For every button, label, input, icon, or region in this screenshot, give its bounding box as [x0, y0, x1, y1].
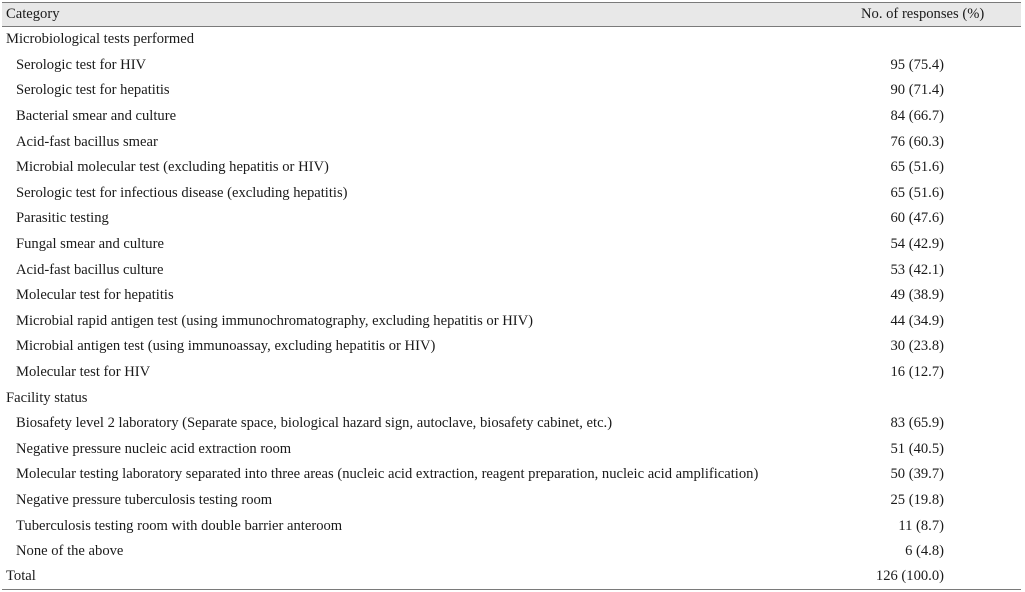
table-row: [2, 53, 1021, 79]
row-value: 49 (38.9): [890, 287, 944, 304]
row-value: 83 (65.9): [890, 415, 944, 432]
responses-table: [2, 2, 1021, 590]
row-value: 65 (51.6): [890, 184, 944, 201]
table-header: [2, 2, 1021, 27]
table-row: [2, 488, 1021, 514]
row-label: Microbial molecular test (excluding hepatitis or HIV): [16, 159, 329, 176]
row-label: Acid-fast bacillus culture: [16, 261, 164, 278]
row-value: 16 (12.7): [890, 364, 944, 381]
row-label: Molecular testing laboratory separated into three areas (nucleic acid extraction, reagent preparation, nucleic acid amplification): [16, 466, 759, 483]
row-label: Negative pressure tuberculosis testing room: [16, 491, 273, 508]
header-responses: No. of responses (%): [861, 6, 985, 22]
table-row: [2, 309, 1021, 335]
section-title: Facility status: [6, 389, 88, 406]
row-value: 30 (23.8): [890, 338, 944, 355]
row-label: Serologic test for infectious disease (excluding hepatitis): [16, 184, 348, 201]
table-row: [2, 78, 1021, 104]
row-label: Acid-fast bacillus smear: [16, 133, 158, 150]
row-label: Bacterial smear and culture: [16, 108, 177, 125]
row-label: Serologic test for hepatitis: [16, 82, 170, 99]
table-row: [2, 334, 1021, 360]
table-row: [2, 283, 1021, 309]
row-label: Negative pressure nucleic acid extraction room: [16, 440, 292, 457]
row-label: Biosafety level 2 laboratory (Separate space, biological hazard sign, autoclave, biosafety cabinet, etc.): [16, 415, 613, 432]
table-row: [2, 462, 1021, 488]
row-value: 54 (42.9): [890, 236, 944, 253]
table-row: [2, 155, 1021, 181]
table-row: [2, 232, 1021, 258]
total-label: Total: [6, 568, 36, 585]
row-value: 76 (60.3): [890, 133, 944, 150]
row-label: Fungal smear and culture: [16, 236, 164, 253]
table-row: [2, 437, 1021, 463]
row-value: 50 (39.7): [890, 466, 944, 483]
table-row: [2, 539, 1021, 565]
row-label: Molecular test for hepatitis: [16, 287, 174, 304]
row-value: 51 (40.5): [890, 440, 944, 457]
table-row: [2, 513, 1021, 539]
table-row: [2, 257, 1021, 283]
row-value: 44 (34.9): [890, 312, 944, 329]
table-row: [2, 129, 1021, 155]
section-title: Microbiological tests performed: [6, 31, 195, 48]
table-row: [2, 206, 1021, 232]
row-value: 25 (19.8): [890, 491, 944, 508]
row-value: 60 (47.6): [890, 210, 944, 227]
section-row: [2, 27, 1021, 53]
row-label: Tuberculosis testing room with double barrier anteroom: [16, 517, 343, 534]
row-value: 90 (71.4): [890, 82, 944, 99]
row-value: 11 (8.7): [898, 517, 944, 534]
row-value: 65 (51.6): [890, 159, 944, 176]
row-value: 84 (66.7): [890, 108, 944, 125]
row-label: Microbial rapid antigen test (using immunochromatography, excluding hepatitis or HIV): [16, 312, 534, 329]
row-label: Parasitic testing: [16, 210, 109, 227]
row-value: 95 (75.4): [890, 56, 944, 73]
table-row: [2, 104, 1021, 130]
row-value: 6 (4.8): [905, 543, 944, 560]
table-row: [2, 411, 1021, 437]
row-label: None of the above: [16, 543, 124, 560]
table-body: [2, 27, 1021, 590]
total-row: [2, 564, 1021, 590]
table-row: [2, 360, 1021, 386]
section-row: [2, 385, 1021, 411]
row-label: Microbial antigen test (using immunoassay, excluding hepatitis or HIV): [16, 338, 436, 355]
table-row: [2, 181, 1021, 207]
row-label: Serologic test for HIV: [16, 56, 147, 73]
total-value: 126 (100.0): [875, 568, 944, 585]
row-label: Molecular test for HIV: [16, 364, 151, 381]
row-value: 53 (42.1): [890, 261, 944, 278]
header-category: Category: [6, 6, 60, 22]
